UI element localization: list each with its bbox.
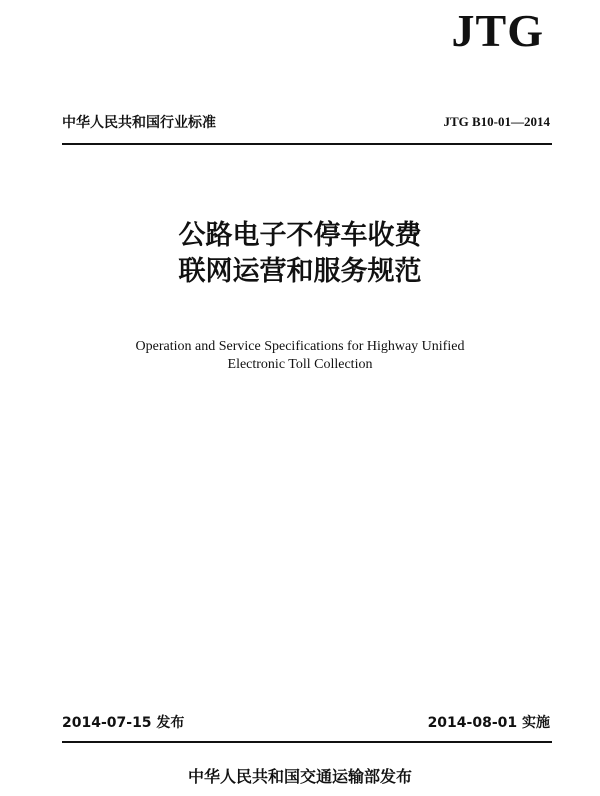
footer-divider: [62, 741, 552, 743]
header-bar: [62, 112, 550, 138]
chinese-title-line-1: 公路电子不停车收费: [178, 220, 422, 251]
standard-category: 中华人民共和国行业标准: [62, 115, 216, 131]
publisher: 中华人民共和国交通运输部发布: [187, 767, 412, 786]
date-row: [62, 712, 550, 732]
standard-code: JTG B10-01—2014: [443, 114, 550, 129]
header-divider: [62, 143, 552, 145]
issue-date: 2014-07-15 发布: [62, 715, 185, 731]
chinese-title: [0, 218, 600, 290]
chinese-title-line-2: 联网运营和服务规范: [178, 256, 422, 287]
effective-date: 2014-08-01 实施: [427, 715, 550, 731]
english-title-line-1: Operation and Service Specifications for Highway Unified: [135, 339, 465, 354]
jtg-logo: JTG: [451, 5, 544, 56]
english-title: [0, 338, 600, 374]
english-title-line-2: Electronic Toll Collection: [227, 357, 373, 372]
